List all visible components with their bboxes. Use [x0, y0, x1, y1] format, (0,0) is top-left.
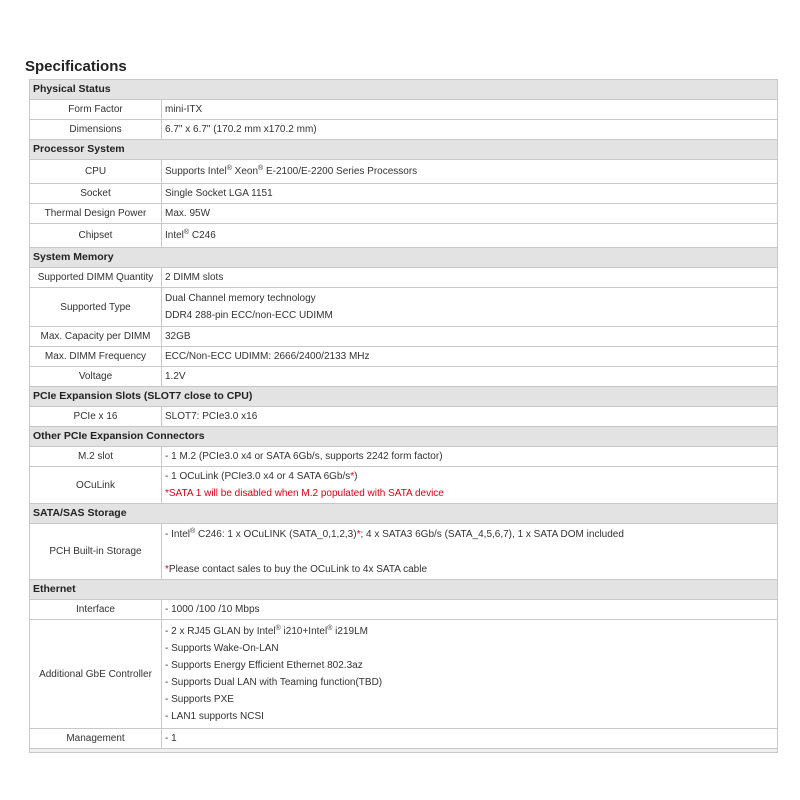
value-line: - Supports PXE: [165, 694, 234, 705]
value-text: ; 4 x SATA3 6Gb/s (SATA_4,5,6,7), 1 x SATA DOM included: [360, 528, 624, 540]
table-row: [30, 447, 778, 467]
section-header: [30, 580, 778, 600]
registered-mark: ®: [258, 165, 264, 172]
registered-mark: ®: [275, 625, 281, 632]
table-row: [30, 184, 778, 204]
page-title: Specifications: [25, 58, 127, 75]
row-label: Dimensions: [30, 120, 162, 140]
registered-mark: ®: [190, 527, 196, 535]
table-row: [30, 600, 778, 620]
value-line: - Supports Energy Efficient Ethernet 802.3az: [165, 660, 363, 671]
table-row: [30, 160, 778, 184]
section-title: PCIe Expansion Slots (SLOT7 close to CPU): [30, 387, 778, 407]
table-row: [30, 620, 778, 729]
value-text: Xeon: [234, 166, 259, 177]
value-text: C246: 1 x OCuLINK (SATA_0,1,2,3): [195, 528, 357, 540]
row-label: CPU: [30, 160, 162, 184]
row-value: - 1000 /100 /10 Mbps: [162, 600, 778, 620]
row-value: 32GB: [162, 327, 778, 347]
row-label: Max. Capacity per DIMM: [30, 327, 162, 347]
row-label: Management: [30, 729, 162, 749]
row-value: [162, 467, 778, 504]
row-value: [162, 224, 778, 248]
section-title: Ethernet: [30, 580, 778, 600]
table-row: [30, 407, 778, 427]
value-text: Supports Intel: [165, 166, 227, 177]
value-line: - Supports Wake-On-LAN: [165, 643, 279, 654]
value-line: - Supports Dual LAN with Teaming function(TBD): [165, 677, 383, 688]
section-header: [30, 427, 778, 447]
row-label: Chipset: [30, 224, 162, 248]
value-line: Dual Channel memory technology: [165, 293, 316, 304]
registered-mark: ®: [226, 165, 232, 172]
section-header: [30, 248, 778, 268]
row-value: - 1 M.2 (PCIe3.0 x4 or SATA 6Gb/s, supports 2242 form factor): [162, 447, 778, 467]
value-text: ): [354, 471, 358, 482]
row-value: [162, 620, 778, 729]
section-header: [30, 504, 778, 524]
spec-table: [29, 79, 778, 753]
footnote-line: [165, 485, 774, 502]
footnote-star: *: [165, 563, 169, 575]
row-label: Form Factor: [30, 100, 162, 120]
footnote-line: [165, 561, 774, 578]
value-text: i219LM: [332, 626, 368, 637]
footnote-text: *SATA 1 will be disabled when M.2 populated with SATA device: [165, 488, 444, 499]
table-end: [30, 749, 778, 753]
table-row: [30, 100, 778, 120]
section-header: [30, 140, 778, 160]
table-row: [30, 367, 778, 387]
value-line: DDR4 288-pin ECC/non-ECC UDIMM: [165, 310, 333, 321]
row-value: Single Socket LGA 1151: [162, 184, 778, 204]
footnote-star: *: [356, 528, 361, 540]
row-label: Thermal Design Power: [30, 204, 162, 224]
row-value: [162, 160, 778, 184]
registered-mark: ®: [327, 625, 333, 632]
row-label: PCIe x 16: [30, 407, 162, 427]
row-value: ECC/Non-ECC UDIMM: 2666/2400/2133 MHz: [162, 347, 778, 367]
row-value: mini-ITX: [162, 100, 778, 120]
value-text: - 1 OCuLink (PCIe3.0 x4 or 4 SATA 6Gb/s: [165, 471, 351, 482]
value-text: Intel: [165, 230, 184, 241]
table-row: [30, 347, 778, 367]
section-title: Processor System: [30, 140, 778, 160]
value-line: - LAN1 supports NCSI: [165, 711, 264, 722]
row-value: 2 DIMM slots: [162, 268, 778, 288]
value-line: [165, 623, 774, 640]
section-header: [30, 80, 778, 100]
row-label: Socket: [30, 184, 162, 204]
row-value: 1.2V: [162, 367, 778, 387]
table-row: [30, 224, 778, 248]
table-end-cell: [30, 749, 778, 753]
section-header: [30, 387, 778, 407]
spacer: [165, 543, 774, 561]
table-row: [30, 204, 778, 224]
table-row: [30, 327, 778, 347]
section-title: Physical Status: [30, 80, 778, 100]
row-label: Interface: [30, 600, 162, 620]
row-value: [162, 288, 778, 327]
row-label: Additional GbE Controller: [30, 620, 162, 729]
row-value: SLOT7: PCIe3.0 x16: [162, 407, 778, 427]
row-label: Supported Type: [30, 288, 162, 327]
table-row: [30, 288, 778, 327]
row-label: M.2 slot: [30, 447, 162, 467]
value-text: E-2100/E-2200 Series Processors: [265, 166, 418, 177]
row-label: Voltage: [30, 367, 162, 387]
value-line: [165, 468, 774, 485]
section-title: System Memory: [30, 248, 778, 268]
table-row: [30, 120, 778, 140]
footnote-text: Please contact sales to buy the OCuLink to 4x SATA cable: [168, 563, 428, 575]
value-text: i210+Intel: [280, 626, 328, 637]
table-row: [30, 467, 778, 504]
value-text: - Intel: [165, 528, 191, 540]
value-line: [165, 526, 774, 543]
table-row: [30, 729, 778, 749]
table-row: [30, 524, 778, 580]
section-title: Other PCIe Expansion Connectors: [30, 427, 778, 447]
row-value: [162, 524, 778, 580]
section-title: SATA/SAS Storage: [30, 504, 778, 524]
value-text: - 2 x RJ45 GLAN by Intel: [165, 626, 276, 637]
row-label: Max. DIMM Frequency: [30, 347, 162, 367]
table-row: [30, 268, 778, 288]
row-value: 6.7" x 6.7" (170.2 mm x170.2 mm): [162, 120, 778, 140]
registered-mark: ®: [183, 229, 190, 236]
row-value: - 1: [162, 729, 778, 749]
row-label: OCuLink: [30, 467, 162, 504]
row-label: PCH Built-in Storage: [30, 524, 162, 580]
value-text: C246: [191, 230, 216, 241]
row-label: Supported DIMM Quantity: [30, 268, 162, 288]
row-value: Max. 95W: [162, 204, 778, 224]
footnote-star: *: [350, 471, 355, 482]
